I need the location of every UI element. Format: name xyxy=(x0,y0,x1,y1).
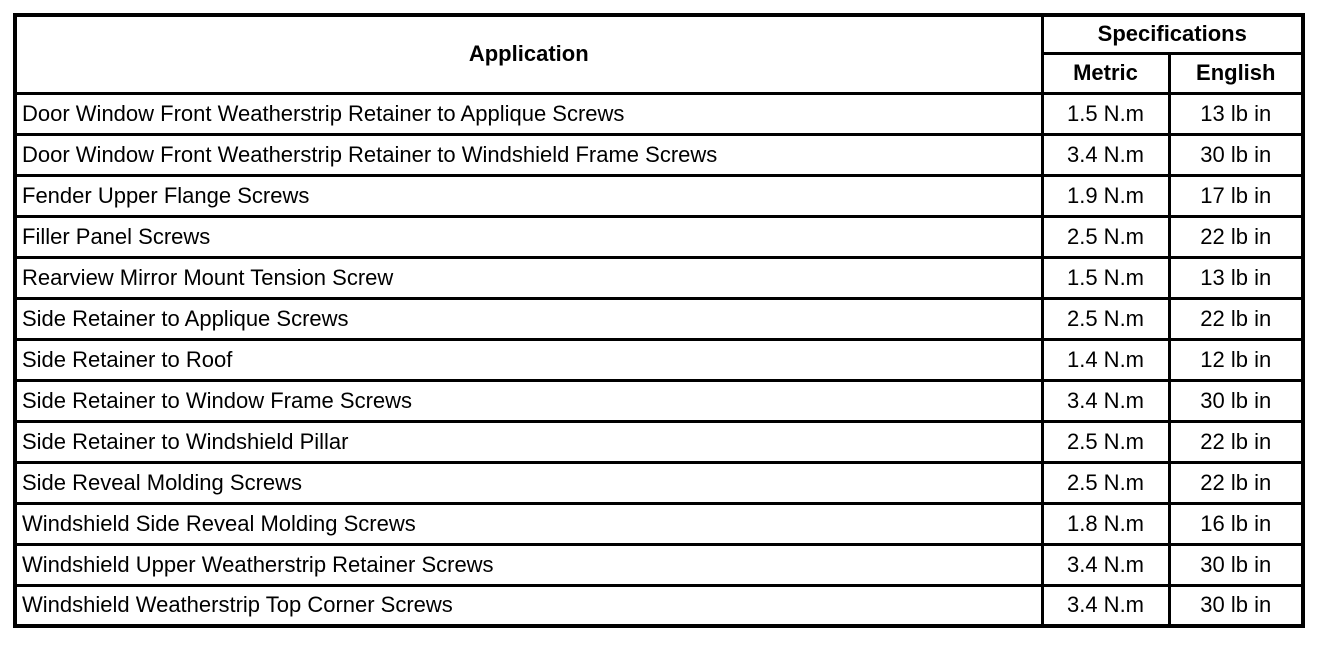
metric-header: Metric xyxy=(1042,53,1169,93)
table-row xyxy=(15,134,1303,175)
english-cell: 30 lb in xyxy=(1169,380,1303,421)
english-cell: 30 lb in xyxy=(1169,544,1303,585)
metric-cell: 2.5 N.m xyxy=(1042,421,1169,462)
english-cell: 13 lb in xyxy=(1169,93,1303,134)
metric-cell: 3.4 N.m xyxy=(1042,544,1169,585)
application-cell: Rearview Mirror Mount Tension Screw xyxy=(15,257,1042,298)
english-cell: 22 lb in xyxy=(1169,298,1303,339)
application-cell: Door Window Front Weatherstrip Retainer to Windshield Frame Screws xyxy=(15,134,1042,175)
table-row xyxy=(15,380,1303,421)
english-cell: 13 lb in xyxy=(1169,257,1303,298)
table-row xyxy=(15,503,1303,544)
metric-cell: 3.4 N.m xyxy=(1042,134,1169,175)
application-cell: Door Window Front Weatherstrip Retainer to Applique Screws xyxy=(15,93,1042,134)
table-row xyxy=(15,175,1303,216)
table-row xyxy=(15,421,1303,462)
metric-cell: 1.9 N.m xyxy=(1042,175,1169,216)
header-row xyxy=(15,15,1303,53)
english-cell: 22 lb in xyxy=(1169,216,1303,257)
application-header: Application xyxy=(15,15,1042,93)
metric-cell: 2.5 N.m xyxy=(1042,462,1169,503)
metric-cell: 3.4 N.m xyxy=(1042,585,1169,626)
english-cell: 22 lb in xyxy=(1169,462,1303,503)
metric-cell: 2.5 N.m xyxy=(1042,216,1169,257)
table-row xyxy=(15,257,1303,298)
table-body xyxy=(15,93,1303,626)
table-row xyxy=(15,544,1303,585)
application-cell: Windshield Side Reveal Molding Screws xyxy=(15,503,1042,544)
application-cell: Windshield Weatherstrip Top Corner Screws xyxy=(15,585,1042,626)
metric-cell: 1.5 N.m xyxy=(1042,93,1169,134)
table-row xyxy=(15,298,1303,339)
application-cell: Fender Upper Flange Screws xyxy=(15,175,1042,216)
table-row xyxy=(15,216,1303,257)
application-cell: Side Reveal Molding Screws xyxy=(15,462,1042,503)
english-cell: 17 lb in xyxy=(1169,175,1303,216)
specifications-header: Specifications xyxy=(1042,15,1303,53)
english-cell: 12 lb in xyxy=(1169,339,1303,380)
metric-cell: 1.8 N.m xyxy=(1042,503,1169,544)
metric-cell: 1.5 N.m xyxy=(1042,257,1169,298)
english-cell: 22 lb in xyxy=(1169,421,1303,462)
application-cell: Windshield Upper Weatherstrip Retainer Screws xyxy=(15,544,1042,585)
application-cell: Filler Panel Screws xyxy=(15,216,1042,257)
table-row xyxy=(15,585,1303,626)
application-cell: Side Retainer to Roof xyxy=(15,339,1042,380)
english-cell: 30 lb in xyxy=(1169,585,1303,626)
english-cell: 16 lb in xyxy=(1169,503,1303,544)
english-cell: 30 lb in xyxy=(1169,134,1303,175)
metric-cell: 2.5 N.m xyxy=(1042,298,1169,339)
fastener-torque-table xyxy=(13,13,1305,628)
application-cell: Side Retainer to Applique Screws xyxy=(15,298,1042,339)
table-row xyxy=(15,339,1303,380)
table-row xyxy=(15,93,1303,134)
application-cell: Side Retainer to Windshield Pillar xyxy=(15,421,1042,462)
application-cell: Side Retainer to Window Frame Screws xyxy=(15,380,1042,421)
english-header: English xyxy=(1169,53,1303,93)
metric-cell: 3.4 N.m xyxy=(1042,380,1169,421)
table-row xyxy=(15,462,1303,503)
metric-cell: 1.4 N.m xyxy=(1042,339,1169,380)
